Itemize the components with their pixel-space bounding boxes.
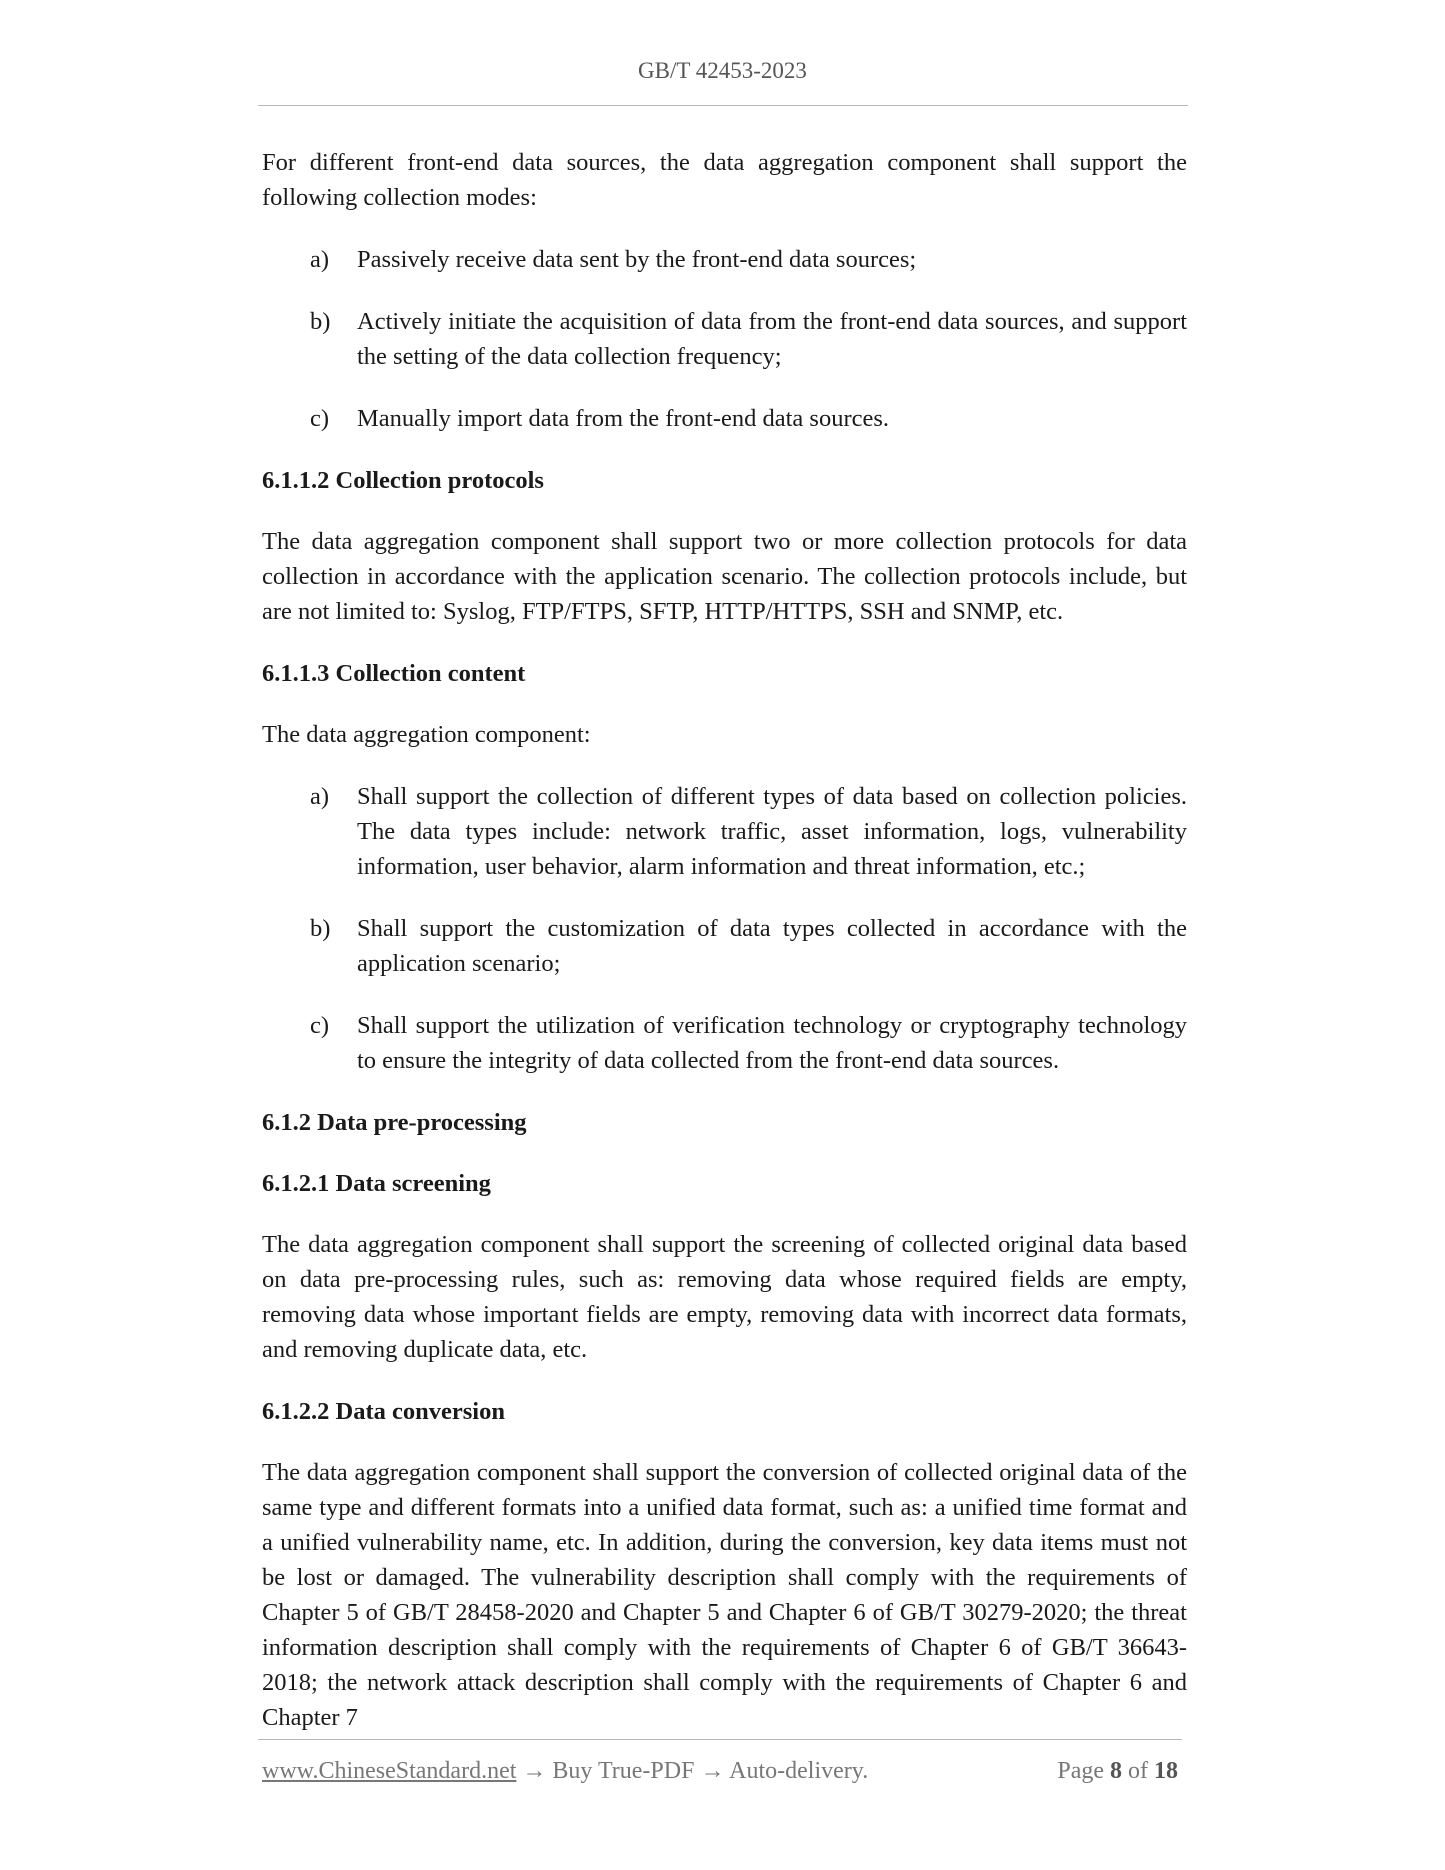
- list-item: [262, 779, 1187, 884]
- list-item: [262, 304, 1187, 374]
- document-body: [262, 145, 1187, 1762]
- footer-left: [262, 1758, 868, 1785]
- data-conversion-paragraph: The data aggregation component shall support the conversion of collected original data of the same type and different formats into a unified data format, such as: a unified time format and a unified vulnerability name, etc. In addition, during the conversion, key data items must not be lost or damaged. The vulnerability description shall comply with the requirements of Chapter 5 of GB/T 28458-2020 and Chapter 5 and Chapter 6 of GB/T 30279-2020; the threat information description shall comply with the requirements of Chapter 6 of GB/T 36643-2018; the network attack description shall comply with the requirements of Chapter 6 and Chapter 7: [262, 1459, 1187, 1731]
- footer-divider: [258, 1739, 1182, 1740]
- page-header: [0, 58, 1445, 84]
- website-link[interactable]: www.ChineseStandard.net: [262, 1758, 517, 1784]
- collection-protocols-paragraph: The data aggregation component shall support two or more collection protocols for data collection in accordance with the application scenario. The collection protocols include, but are not limited to: Syslog, FTP/FTPS, SFTP, HTTP/HTTPS, SSH and SNMP, etc.: [262, 528, 1187, 625]
- page-total: 18: [1154, 1758, 1178, 1784]
- list-item-text: Passively receive data sent by the front-end data sources;: [357, 246, 917, 273]
- page-number: 8: [1110, 1758, 1122, 1784]
- collection-content-intro: The data aggregation component:: [262, 721, 591, 748]
- list-item: [262, 1008, 1187, 1078]
- auto-delivery-text: Auto-delivery.: [729, 1758, 869, 1784]
- list-marker: c): [310, 405, 330, 432]
- list-item-text: Shall support the customization of data types collected in accordance with the application scenario;: [357, 915, 1187, 977]
- section-heading-6-1-2-1: 6.1.2.1 Data screening: [262, 1170, 491, 1197]
- intro-paragraph: For different front-end data sources, the data aggregation component shall support the following collection modes:: [262, 149, 1187, 211]
- list-marker: a): [310, 783, 330, 810]
- document-code: GB/T 42453-2023: [638, 58, 807, 83]
- data-screening-paragraph: The data aggregation component shall support the screening of collected original data based on data pre-processing rules, such as: removing data whose required fields are empty, removing data whose important fields are empty, removing data with incorrect data formats, and removing duplicate data, etc.: [262, 1231, 1187, 1363]
- list-marker: c): [310, 1012, 330, 1039]
- list-item: [262, 242, 1187, 277]
- collection-modes-list: [262, 242, 1187, 436]
- section-heading-6-1-1-3: 6.1.1.3 Collection content: [262, 660, 526, 687]
- section-heading-6-1-2: 6.1.2 Data pre-processing: [262, 1109, 527, 1136]
- list-marker: b): [310, 915, 331, 942]
- list-marker: a): [310, 246, 330, 273]
- section-heading-6-1-1-2: 6.1.1.2 Collection protocols: [262, 467, 544, 494]
- list-item: [262, 401, 1187, 436]
- of-label: of: [1128, 1758, 1148, 1784]
- arrow-icon: →: [700, 1758, 725, 1784]
- page-indicator: [1057, 1758, 1178, 1785]
- list-item-text: Shall support the utilization of verification technology or cryptography technology to ensure the integrity of data collected from the front-end data sources.: [357, 1012, 1187, 1074]
- buy-pdf-text: Buy True-PDF: [552, 1758, 695, 1784]
- list-marker: b): [310, 308, 331, 335]
- list-item-text: Shall support the collection of different types of data based on collection policies. The data types include: network traffic, asset information, logs, vulnerability information, user behavior, alarm information and threat information, etc.;: [357, 783, 1187, 880]
- page-label: Page: [1057, 1758, 1104, 1784]
- list-item-text: Actively initiate the acquisition of data from the front-end data sources, and support the setting of the data collection frequency;: [357, 308, 1187, 370]
- arrow-icon: →: [522, 1758, 547, 1784]
- list-item-text: Manually import data from the front-end data sources.: [357, 405, 890, 432]
- header-divider: [258, 105, 1188, 106]
- collection-content-list: [262, 779, 1187, 1078]
- section-heading-6-1-2-2: 6.1.2.2 Data conversion: [262, 1398, 505, 1425]
- list-item: [262, 911, 1187, 981]
